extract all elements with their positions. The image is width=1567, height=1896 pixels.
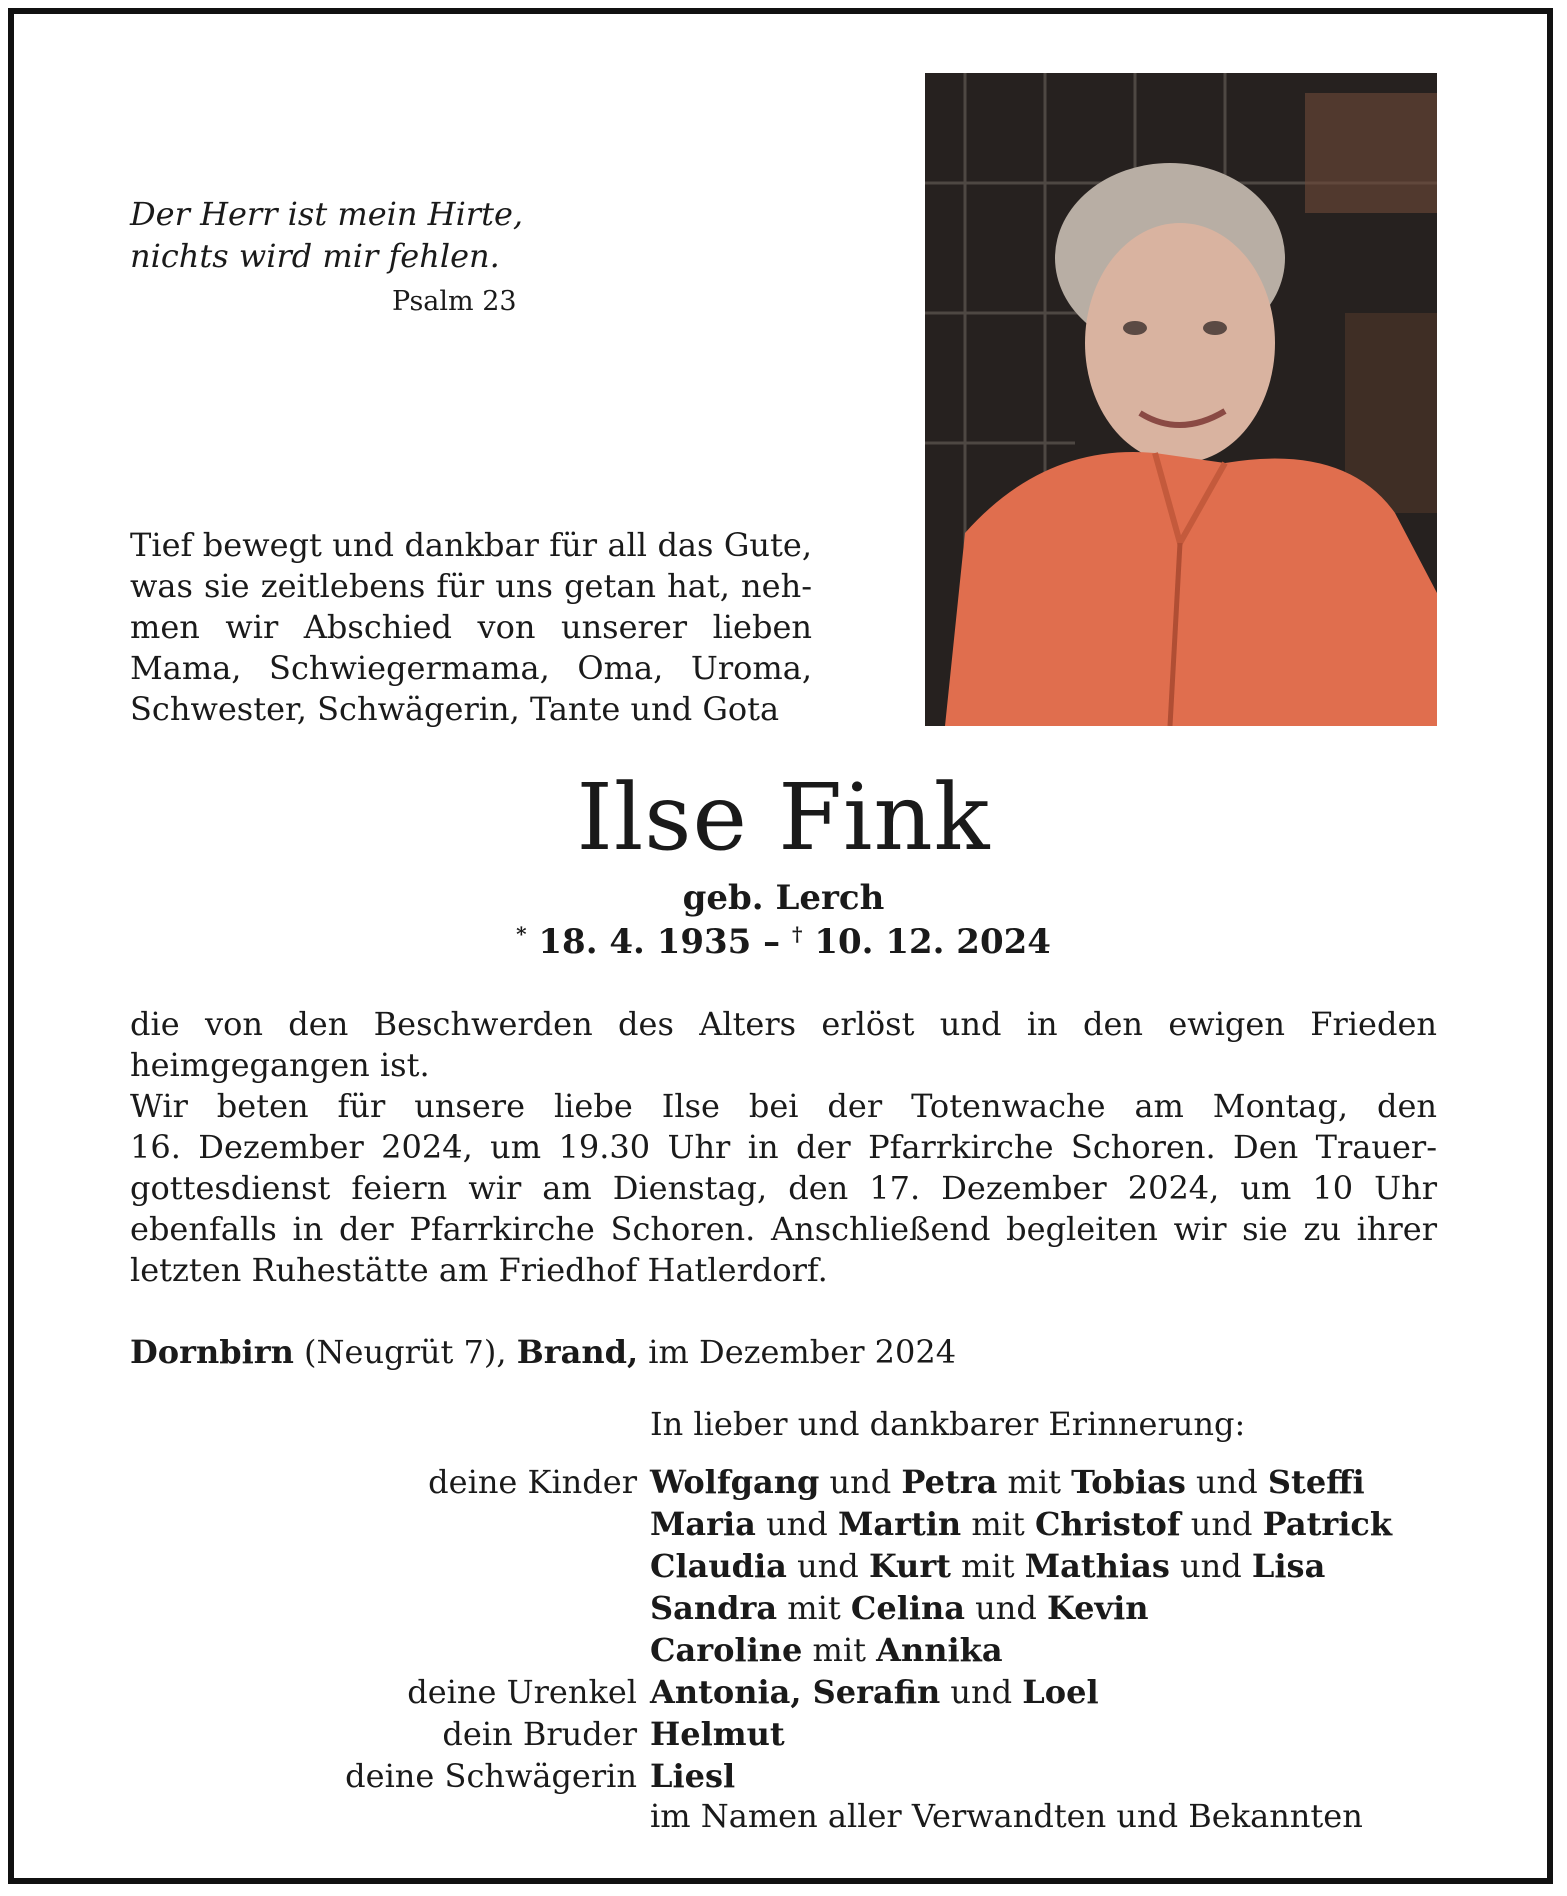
- connector-text: mit: [802, 1631, 877, 1669]
- person-name: Steffi: [1267, 1463, 1365, 1501]
- body-line-4: 16. Dezember 2024, um 19.30 Uhr in der Pfarrkirche Schoren. Den Trauer-: [130, 1128, 1437, 1166]
- relation-names: [650, 1463, 1365, 1501]
- intro-line-2: was sie zeitlebens für uns getan hat, neh-: [130, 567, 812, 605]
- connector-text: und: [1185, 1463, 1268, 1501]
- relation-names: Liesl: [650, 1757, 736, 1795]
- great-grandchildren-row: [0, 1673, 1567, 1715]
- relation-names: [650, 1505, 1392, 1543]
- intro-line-1: Tief bewegt und dankbar für all das Gute,: [130, 526, 812, 564]
- funeral-details: [130, 1004, 1437, 1291]
- death-date: 10. 12. 2024: [814, 922, 1051, 962]
- connector-text: mit: [950, 1547, 1025, 1585]
- connector-text: und: [786, 1547, 869, 1585]
- relation-label: deine Kinder: [428, 1463, 637, 1501]
- verse-source: Psalm 23: [392, 286, 517, 317]
- body-line-3: Wir beten für unsere liebe Ilse bei der Totenwache am Montag, den: [130, 1087, 1437, 1125]
- connector-text: mit: [997, 1463, 1072, 1501]
- person-name: Tobias: [1071, 1463, 1186, 1501]
- body-line-2: heimgegangen ist.: [130, 1046, 430, 1084]
- relation-names: Helmut: [650, 1715, 785, 1753]
- children-row: [0, 1589, 1567, 1631]
- children-row: [0, 1631, 1567, 1673]
- person-name: Christof: [1034, 1505, 1181, 1543]
- person-name: Martin: [837, 1505, 962, 1543]
- address: (Neugrüt 7),: [304, 1333, 507, 1371]
- intro-line-4: Mama, Schwiegermama, Oma, Uroma,: [130, 649, 812, 687]
- person-name: Maria: [650, 1505, 756, 1543]
- person-name: Kevin: [1047, 1589, 1149, 1627]
- deceased-name: Ilse Fink: [576, 764, 991, 871]
- person-name: Petra: [901, 1463, 998, 1501]
- body-line-1: die von den Beschwerden des Alters erlöst und in den ewigen Frieden: [130, 1005, 1437, 1043]
- notice-date: im Dezember 2024: [648, 1333, 957, 1371]
- person-name: Kurt: [868, 1547, 951, 1585]
- person-name: Loel: [1022, 1673, 1099, 1711]
- person-name: Claudia: [650, 1547, 787, 1585]
- relation-label: deine Schwägerin: [345, 1757, 637, 1795]
- connector-text: und: [755, 1505, 838, 1543]
- connector-text: und: [965, 1589, 1048, 1627]
- intro-line-3: men wir Abschied von unserer lieben: [130, 608, 812, 646]
- remembrance-intro: In lieber und dankbarer Erinnerung:: [650, 1405, 1246, 1443]
- life-dates: [0, 922, 1567, 962]
- relation-names: [650, 1547, 1325, 1585]
- connector-text: und: [1180, 1505, 1263, 1543]
- brother-row: [0, 1715, 1567, 1757]
- person-name: Celina: [850, 1589, 965, 1627]
- intro-paragraph: [130, 525, 812, 730]
- person-name: Antonia, Serafin: [650, 1673, 941, 1711]
- children-row: [0, 1463, 1567, 1505]
- relation-names: [650, 1589, 1149, 1627]
- intro-line-5: Schwester, Schwägerin, Tante und Gota: [130, 690, 780, 728]
- connector-text: mit: [961, 1505, 1035, 1543]
- date-dash: –: [763, 922, 781, 962]
- connector-text: und: [940, 1673, 1023, 1711]
- body-line-6: ebenfalls in der Pfarrkirche Schoren. Anschließend begleiten wir sie zu ihrer: [130, 1210, 1437, 1248]
- person-name: Lisa: [1251, 1547, 1326, 1585]
- death-symbol: †: [792, 922, 803, 946]
- sister-in-law-row: [0, 1757, 1567, 1799]
- place-date-line: [130, 1333, 956, 1371]
- relation-label: deine Urenkel: [407, 1673, 637, 1711]
- birth-date: 18. 4. 1935: [538, 922, 752, 962]
- verse-line-1: Der Herr ist mein Hirte,: [130, 195, 524, 233]
- verse-line-2: nichts wird mir fehlen.: [130, 237, 500, 275]
- town: Brand,: [516, 1333, 639, 1371]
- maiden-name: geb. Lerch: [682, 878, 885, 918]
- children-row: [0, 1547, 1567, 1589]
- relation-names: [650, 1631, 1003, 1669]
- city: Dornbirn: [130, 1333, 294, 1371]
- person-name: Sandra: [650, 1589, 778, 1627]
- portrait-photo: [925, 73, 1437, 726]
- closing-line: im Namen aller Verwandten und Bekannten: [650, 1797, 1363, 1835]
- children-row: [0, 1505, 1567, 1547]
- bible-verse: [130, 193, 523, 277]
- connector-text: und: [819, 1463, 902, 1501]
- person-name: Caroline: [650, 1631, 803, 1669]
- person-name: Wolfgang: [650, 1463, 820, 1501]
- birth-symbol: *: [516, 922, 527, 946]
- connector-text: und: [1169, 1547, 1252, 1585]
- body-line-7: letzten Ruhestätte am Friedhof Hatlerdorf.: [130, 1251, 828, 1289]
- person-name: Patrick: [1262, 1505, 1393, 1543]
- connector-text: mit: [777, 1589, 851, 1627]
- relation-label: dein Bruder: [442, 1715, 637, 1753]
- person-name: Annika: [876, 1631, 1003, 1669]
- body-line-5: gottesdienst feiern wir am Dienstag, den 17. Dezember 2024, um 10 Uhr: [130, 1169, 1437, 1207]
- person-name: Mathias: [1024, 1547, 1170, 1585]
- relation-names: [650, 1673, 1099, 1711]
